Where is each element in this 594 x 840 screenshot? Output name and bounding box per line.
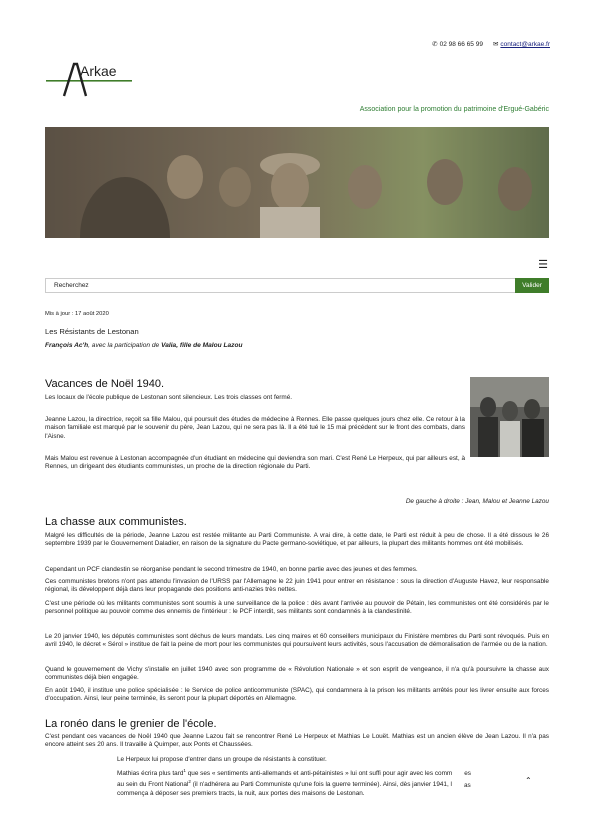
text-run: Mathias écrira plus tard	[117, 770, 184, 778]
phone-contact[interactable]	[432, 40, 483, 48]
paragraph: Cependant un PCF clandestin se réorganise pendant le second trimestre de 1940, en bonne partie avec des jeunes et des femmes.	[45, 566, 418, 573]
text-run: (il n'adhérera au Parti Communiste qu'une fois la guerre terminée). Ainsi, dès janvier 1941, l	[190, 781, 452, 789]
top-contact-bar	[432, 40, 550, 48]
paragraph: C'est pendant ces vacances de Noël 1940 que Jeanne Lazou fait se rencontrer René Le Herpeux et Mathias Le Louët. Mathias est un ancien élève de Jean Lazou. Il n'a pas encore atteint ses 20 ans. Il travaille à Quimper, aux Ponts et Chaussées.	[45, 733, 549, 749]
header-banner-photo	[45, 127, 549, 238]
paragraph: Quand le gouvernement de Vichy s'installe en juillet 1940 avec son programme de « Révolution Nationale » et son esprit de vengeance, il n'a qu'à poursuivre la chasse aux communistes déjà bien engagée.	[45, 666, 549, 682]
arkae-logo[interactable]	[44, 58, 134, 98]
paragraph: C'est une période où les militants communistes sont soumis à une surveillance de la police : dès avant l'arrivée au pouvoir de Pétain, les communistes ont été considérés par le personnel politique au pouvoir comme des ennemis de l'intérieur : le PCF interdit, ses militants sont condamnés à la clandestinité.	[45, 600, 549, 616]
envelope-icon: ✉	[492, 41, 499, 48]
text-run: au sein du Front National	[117, 781, 189, 789]
logo-text: Arkae	[80, 63, 117, 79]
footnote-ref-2[interactable]: 2	[188, 779, 191, 785]
lazou-family-photo	[470, 377, 549, 457]
text-run: commença à déposer ses premiers tracts, la nuit, aux portes des maisons de Lestonan.	[117, 789, 365, 797]
photo-caption: De gauche à droite : Jean, Malou et Jeanne Lazou	[405, 498, 549, 505]
section-heading-noel: Vacances de Noël 1940.	[45, 378, 165, 390]
paragraph: Ces communistes bretons n'ont pas attendu l'invasion de l'URSS par l'Allemagne le 22 juin 1941 pour entrer en résistance : sous la direction d'Auguste Havez, leur responsable régional, ils développent déjà dans leur propagande des positions anti-nazies très nettes.	[45, 578, 549, 594]
paragraph: Jeanne Lazou, la directrice, reçoit sa fille Malou, qui poursuit des études de médecine à Rennes. Elle passe quelques jours chez elle. Ce retour à la maison familiale est marqué par le souvenir du père, Jean Lazou, qui ne sera pas là. Il a été tué le 15 mai précédent sur le front des combats, dans l'Aisne.	[45, 416, 465, 440]
paragraph: Malgré les difficultés de la période, Jeanne Lazou est restée militante au Parti Communiste. A vrai dire, à cette date, le Parti est réduit à peu de chose. Il a été dissous le 26 septembre 1939 par le Gouvernement Daladier, en raison de la signature du Pacte germano-soviétique, et par ailleurs, la plupart des militants hommes ont été mobilisés.	[45, 532, 549, 548]
phone-number[interactable]: 02 98 66 65 99	[439, 41, 483, 48]
search-submit-button[interactable]: Valider	[515, 278, 549, 293]
paragraph: En août 1940, il institue une police spécialisée : le Service de police anticommuniste (SPAC), qui condamnera à la prison les militants arrêtés pour les livrer ensuite aux forces d'occupation. Ainsi, leur peine terminée, ils seront pour la plupart déportés en Allemagne.	[45, 687, 549, 703]
logo-line	[46, 80, 132, 82]
byline-contributor: Valia, fille de Malou Lazou	[161, 342, 243, 349]
article-title: Les Résistants de Lestonan	[45, 327, 139, 336]
text-run: es	[464, 770, 471, 778]
phone-icon: ✆	[432, 41, 438, 48]
email-contact[interactable]	[493, 40, 550, 48]
search-input[interactable]	[46, 278, 548, 293]
paragraph: Le Herpeux lui propose d'entrer dans un groupe de résistants à constituer.	[117, 756, 327, 763]
byline-author: François Ac'h	[45, 342, 89, 349]
byline-connector: , avec la participation de	[88, 342, 162, 349]
paragraph: Mais Malou est revenue à Lestonan accompagnée d'un étudiant en médecine qui deviendra son mari. C'est René Le Herpeux, qui par ailleurs est, à Rennes, un dirigeant des étudiants communistes, un proche de la direction régionale du Parti.	[45, 455, 465, 471]
paragraph: Les locaux de l'école publique de Lestonan sont silencieux. Les trois classes ont fermé.	[45, 394, 293, 401]
site-tagline: Association pour la promotion du patrimoine d'Ergué-Gabéric	[359, 106, 549, 113]
paragraph: Le 20 janvier 1940, les députés communistes sont déchus de leurs mandats. Les cinq maires et 60 conseillers municipaux du Finistère membres du Parti sont révoqués. Puis en avril 1940, le décret « Sérol » institue de fait la peine de mort pour les communistes qui poursuivent leurs activités, sous l'accusation de démoralisation de l'armée ou de la nation.	[45, 633, 549, 649]
hamburger-menu-icon[interactable]: ☰	[538, 259, 548, 271]
article-byline	[45, 342, 243, 349]
email-link[interactable]: contact@arkae.fr	[500, 41, 550, 48]
section-heading-roneo: La ronéo dans le grenier de l'école.	[45, 718, 217, 730]
text-run: as	[463, 781, 471, 789]
search-form	[45, 278, 549, 293]
text-run: que ses « sentiments anti-allemands et anti-pétainistes » lui ont suffi pour agir avec les comm	[185, 770, 453, 778]
paragraph	[117, 767, 549, 798]
updated-date: Mis à jour : 17 août 2020	[45, 311, 109, 317]
footnote-ref-1[interactable]: 1	[183, 768, 186, 773]
scroll-to-top-icon[interactable]: ⌃	[525, 776, 532, 785]
section-heading-chasse: La chasse aux communistes.	[45, 516, 187, 528]
